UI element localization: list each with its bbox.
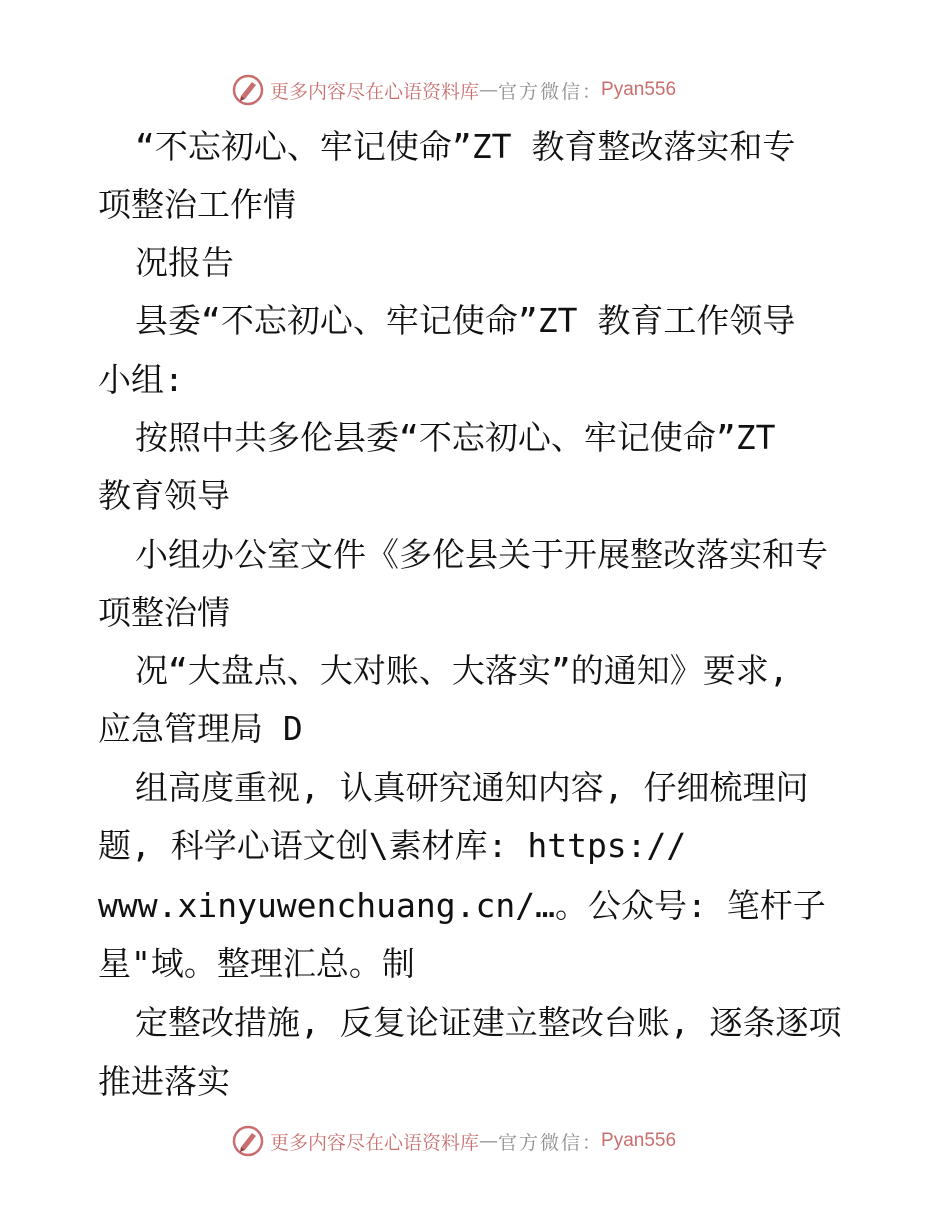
banner-colon: ：: [582, 80, 602, 103]
doc-line-6: 按照中共多伦县委“不忘初心、牢记使命”ZT: [135, 418, 776, 457]
doc-title-line-2: 项整治工作情: [98, 185, 296, 224]
banner-official-label: 官方微信: [498, 80, 583, 103]
doc-title-line-1: “不忘初心、牢记使命”ZT 教育整改落实和专: [135, 127, 796, 166]
banner-brand-text: 更多内容尽在心语资料库: [270, 80, 480, 103]
doc-line-12: 组高度重视, 认真研究通知内容, 仔细梳理问: [135, 768, 809, 807]
doc-line-8: 小组办公室文件《多伦县关于开展整改落实和专: [135, 535, 828, 574]
doc-line-4: 县委“不忘初心、牢记使命”ZT 教育工作领导: [135, 301, 796, 340]
banner-brand-text: 更多内容尽在心语资料库: [270, 1131, 480, 1154]
doc-title-line-3: 况报告: [135, 243, 234, 282]
doc-line-9: 项整治情: [98, 593, 230, 632]
doc-line-14: www.xinyuwenchuang.cn/…。公众号: 笔杆子: [98, 886, 826, 925]
doc-line-15: 星"域。整理汇总。制: [98, 944, 415, 983]
doc-line-7: 教育领导: [98, 476, 230, 515]
banner-wechat-id: Pyan556: [601, 79, 677, 100]
banner-official-label: 官方微信: [498, 1131, 583, 1154]
header-banner[interactable]: [232, 73, 732, 107]
doc-line-16: 定整改措施, 反复论证建立整改台账, 逐条逐项: [135, 1003, 842, 1042]
doc-line-17: 推进落实: [98, 1062, 230, 1101]
footer-banner[interactable]: [232, 1124, 732, 1158]
doc-line-13: 题, 科学心语文创\素材库: https://: [98, 826, 687, 865]
banner-colon: ：: [582, 1131, 602, 1154]
banner-separator: —: [479, 79, 499, 101]
banner-separator: —: [479, 1130, 499, 1152]
banner-wechat-id: Pyan556: [601, 1130, 677, 1151]
pen-logo-icon: [232, 74, 264, 106]
pen-logo-icon: [232, 1125, 264, 1157]
doc-line-10: 况“大盘点、大对账、大落实”的通知》要求,: [135, 651, 789, 690]
doc-line-5: 小组:: [98, 360, 184, 399]
doc-line-11: 应急管理局 D: [98, 709, 303, 748]
